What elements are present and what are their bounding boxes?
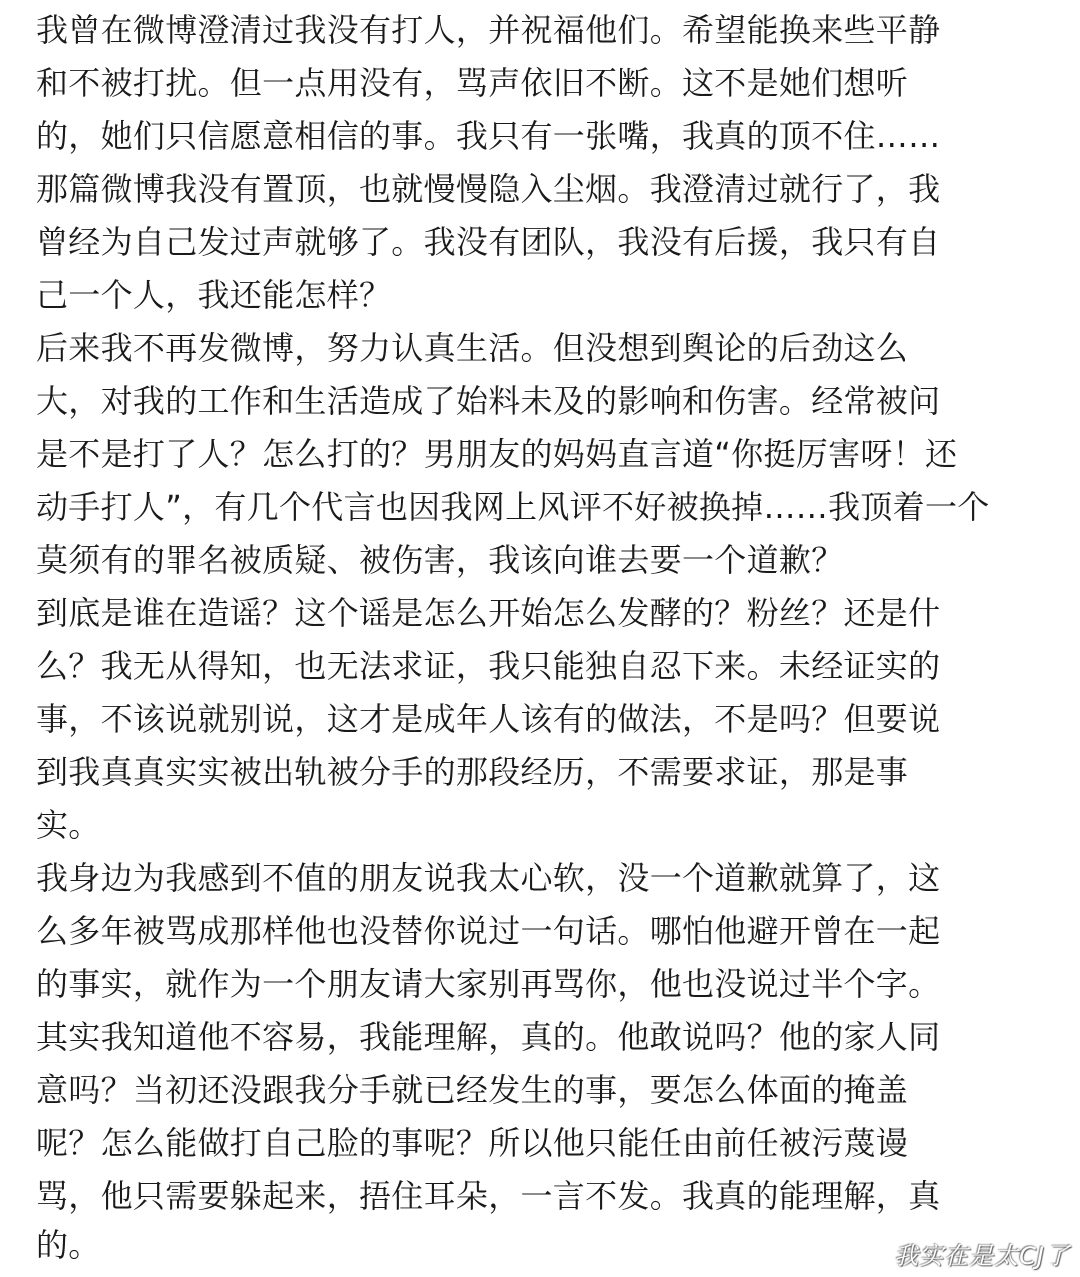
text-line: 的事实，就作为一个朋友请大家别再骂你，他也没说过半个字。 [36,965,941,1003]
text-line: 么？我无从得知，也无法求证，我只能独自忍下来。未经证实的 [36,647,941,685]
text-line: 我身边为我感到不值的朋友说我太心软，没一个道歉就算了，这 [36,859,941,897]
text-line: 意吗？当初还没跟我分手就已经发生的事，要怎么体面的掩盖 [36,1071,909,1109]
text-line: 的。 [36,1226,101,1264]
text-line: 的，她们只信愿意相信的事。我只有一张嘴，我真的顶不住…… [36,117,941,155]
text-line: 曾经为自己发过声就够了。我没有团队，我没有后援，我只有自 [36,223,941,261]
text-line: 我曾在微博澄清过我没有打人，并祝福他们。希望能换来些平静 [36,11,941,49]
text-line: 到我真真实实被出轨被分手的那段经历，不需要求证，那是事 [36,753,909,791]
text-line: 么多年被骂成那样他也没替你说过一句话。哪怕他避开曾在一起 [36,912,941,950]
text-line: 莫须有的罪名被质疑、被伤害，我该向谁去要一个道歉？ [36,541,844,579]
text-line: 和不被打扰。但一点用没有，骂声依旧不断。这不是她们想听 [36,64,909,102]
text-line: 那篇微博我没有置顶，也就慢慢隐入尘烟。我澄清过就行了，我 [36,170,941,208]
watermark: 我实在是太CJ了 [894,1242,1070,1270]
text-line: 动手打人”，有几个代言也因我网上风评不好被换掉……我顶着一个 [36,488,990,526]
text-line: 己一个人，我还能怎样？ [36,276,392,314]
text-line: 实。 [36,806,101,844]
text-line: 事，不该说就别说，这才是成年人该有的做法，不是吗？但要说 [36,700,941,738]
text-line: 其实我知道他不容易，我能理解，真的。他敢说吗？他的家人同 [36,1018,941,1056]
text-line: 呢？怎么能做打自己脸的事呢？所以他只能任由前任被污蔑谩 [36,1124,909,1162]
text-line: 骂，他只需要躲起来，捂住耳朵，一言不发。我真的能理解，真 [36,1177,941,1215]
text-line: 后来我不再发微博，努力认真生活。但没想到舆论的后劲这么 [36,329,909,367]
text-line: 大，对我的工作和生活造成了始料未及的影响和伤害。经常被问 [36,382,941,420]
text-line: 到底是谁在造谣？这个谣是怎么开始怎么发酵的？粉丝？还是什 [36,594,941,632]
text-line: 是不是打了人？怎么打的？男朋友的妈妈直言道“你挺厉害呀！还 [36,435,958,473]
